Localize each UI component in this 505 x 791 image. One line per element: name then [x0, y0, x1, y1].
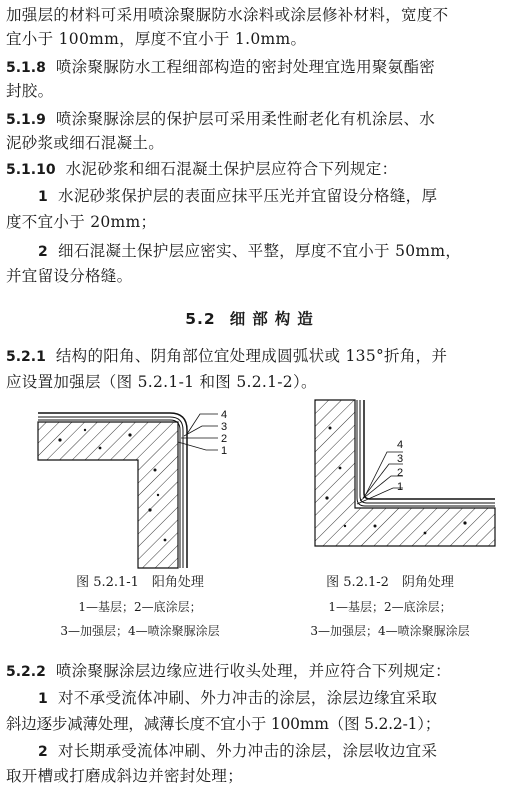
paragraph-text: 细石混凝土保护层应密实、平整，厚度不宜小于 50mm，	[58, 242, 462, 260]
paragraph-text: 对长期承受流体冲刷、外力冲击的涂层，涂层收边宜采	[58, 742, 438, 760]
paragraph-text: 应设置加强层（图 5.2.1-1 和图 5.2.1-2）。	[6, 373, 317, 391]
clause-5-1-8	[6, 56, 501, 79]
base-substrate	[315, 400, 495, 546]
item-number: 1	[38, 189, 49, 205]
paragraph-text: 水泥砂浆和细石混凝土保护层应符合下列规定：	[65, 160, 398, 178]
item-number: 2	[38, 244, 49, 260]
polyurea-coating-layer	[364, 400, 495, 499]
text-line	[6, 371, 501, 393]
label-2: 2	[397, 467, 404, 479]
label-2: 2	[221, 433, 228, 445]
paragraph-text: 喷涂聚脲涂层的保护层可采用柔性耐老化有机涂层、水	[55, 110, 436, 128]
text-line	[6, 211, 501, 233]
text-line	[6, 132, 501, 154]
paragraph-text: 喷涂聚脲涂层边缘应进行收头处理，并应符合下列规定：	[55, 662, 451, 680]
section-number: 5.2	[185, 310, 216, 328]
figure-legend: 1—基层；2—底涂层；	[78, 600, 202, 614]
label-4: 4	[397, 439, 404, 451]
list-item	[38, 240, 501, 263]
paragraph-text: 泥砂浆或细石混凝土。	[6, 134, 165, 152]
text-line	[6, 713, 501, 735]
figure-caption: 图 5.2.1-1 阳角处理	[76, 575, 204, 590]
text-line	[6, 80, 501, 102]
paragraph-text: 加强层的材料可采用喷涂聚脲防水涂料或涂层修补材料，宽度不	[6, 6, 449, 24]
list-item	[38, 740, 501, 763]
clause-5-1-9	[6, 108, 501, 131]
paragraph-text: 斜边逐步减薄处理，减薄长度不宜小于 100mm（图 5.2.2-1）；	[6, 715, 441, 733]
label-1: 1	[397, 481, 404, 493]
figure-concave-corner	[305, 398, 505, 548]
label-3: 3	[397, 453, 404, 465]
label-1: 1	[221, 445, 228, 457]
paragraph-text: 水泥砂浆保护层的表面应抹平压光并宜留设分格缝，厚	[58, 187, 438, 205]
figure-caption: 图 5.2.1-2 阴角处理	[326, 575, 454, 590]
clause-number: 5.2.1	[6, 349, 46, 365]
figure-legend: 3—加强层；4—喷涂聚脲涂层	[310, 624, 470, 638]
figure-legend: 3—加强层；4—喷涂聚脲涂层	[60, 624, 220, 638]
paragraph-text: 结构的阳角、阴角部位宜处理成圆弧状或 135°折角，并	[55, 347, 448, 365]
list-item	[38, 185, 501, 208]
text-line	[6, 265, 501, 287]
list-item	[38, 687, 501, 710]
paragraph-text: 喷涂聚脲防水工程细部构造的密封处理宜选用聚氨酯密	[55, 58, 436, 76]
primer-layer	[357, 400, 495, 506]
paragraph-text: 取开槽或打磨成斜边并密封处理；	[6, 767, 244, 785]
figure-legend: 1—基层；2—底涂层；	[328, 600, 452, 614]
paragraph-text: 度不宜小于 20mm；	[6, 213, 157, 231]
text-line	[6, 765, 501, 787]
clause-number: 5.1.8	[6, 60, 46, 76]
item-number: 1	[38, 691, 49, 707]
label-3: 3	[221, 421, 228, 433]
clause-5-1-10	[6, 158, 501, 181]
label-4: 4	[221, 409, 228, 421]
paragraph-text: 对不承受流体冲刷、外力冲击的涂层，涂层边缘宜采取	[58, 689, 438, 707]
paragraph-text: 并宜留设分格缝。	[6, 267, 133, 285]
text-line	[6, 4, 501, 26]
clause-5-2-2	[6, 660, 501, 683]
figure-convex-corner	[30, 400, 245, 570]
section-title: 细部构造	[229, 310, 320, 328]
section-heading	[0, 307, 505, 329]
paragraph-text: 宜小于 100mm，厚度不宜小于 1.0mm。	[6, 30, 307, 48]
reinforcement-layer	[360, 400, 495, 503]
clause-5-2-1	[6, 345, 501, 368]
clause-number: 5.2.2	[6, 664, 46, 680]
text-line	[6, 28, 501, 50]
item-number: 2	[38, 744, 49, 760]
clause-number: 5.1.10	[6, 162, 56, 178]
clause-number: 5.1.9	[6, 112, 46, 128]
paragraph-text: 封胶。	[6, 82, 54, 100]
